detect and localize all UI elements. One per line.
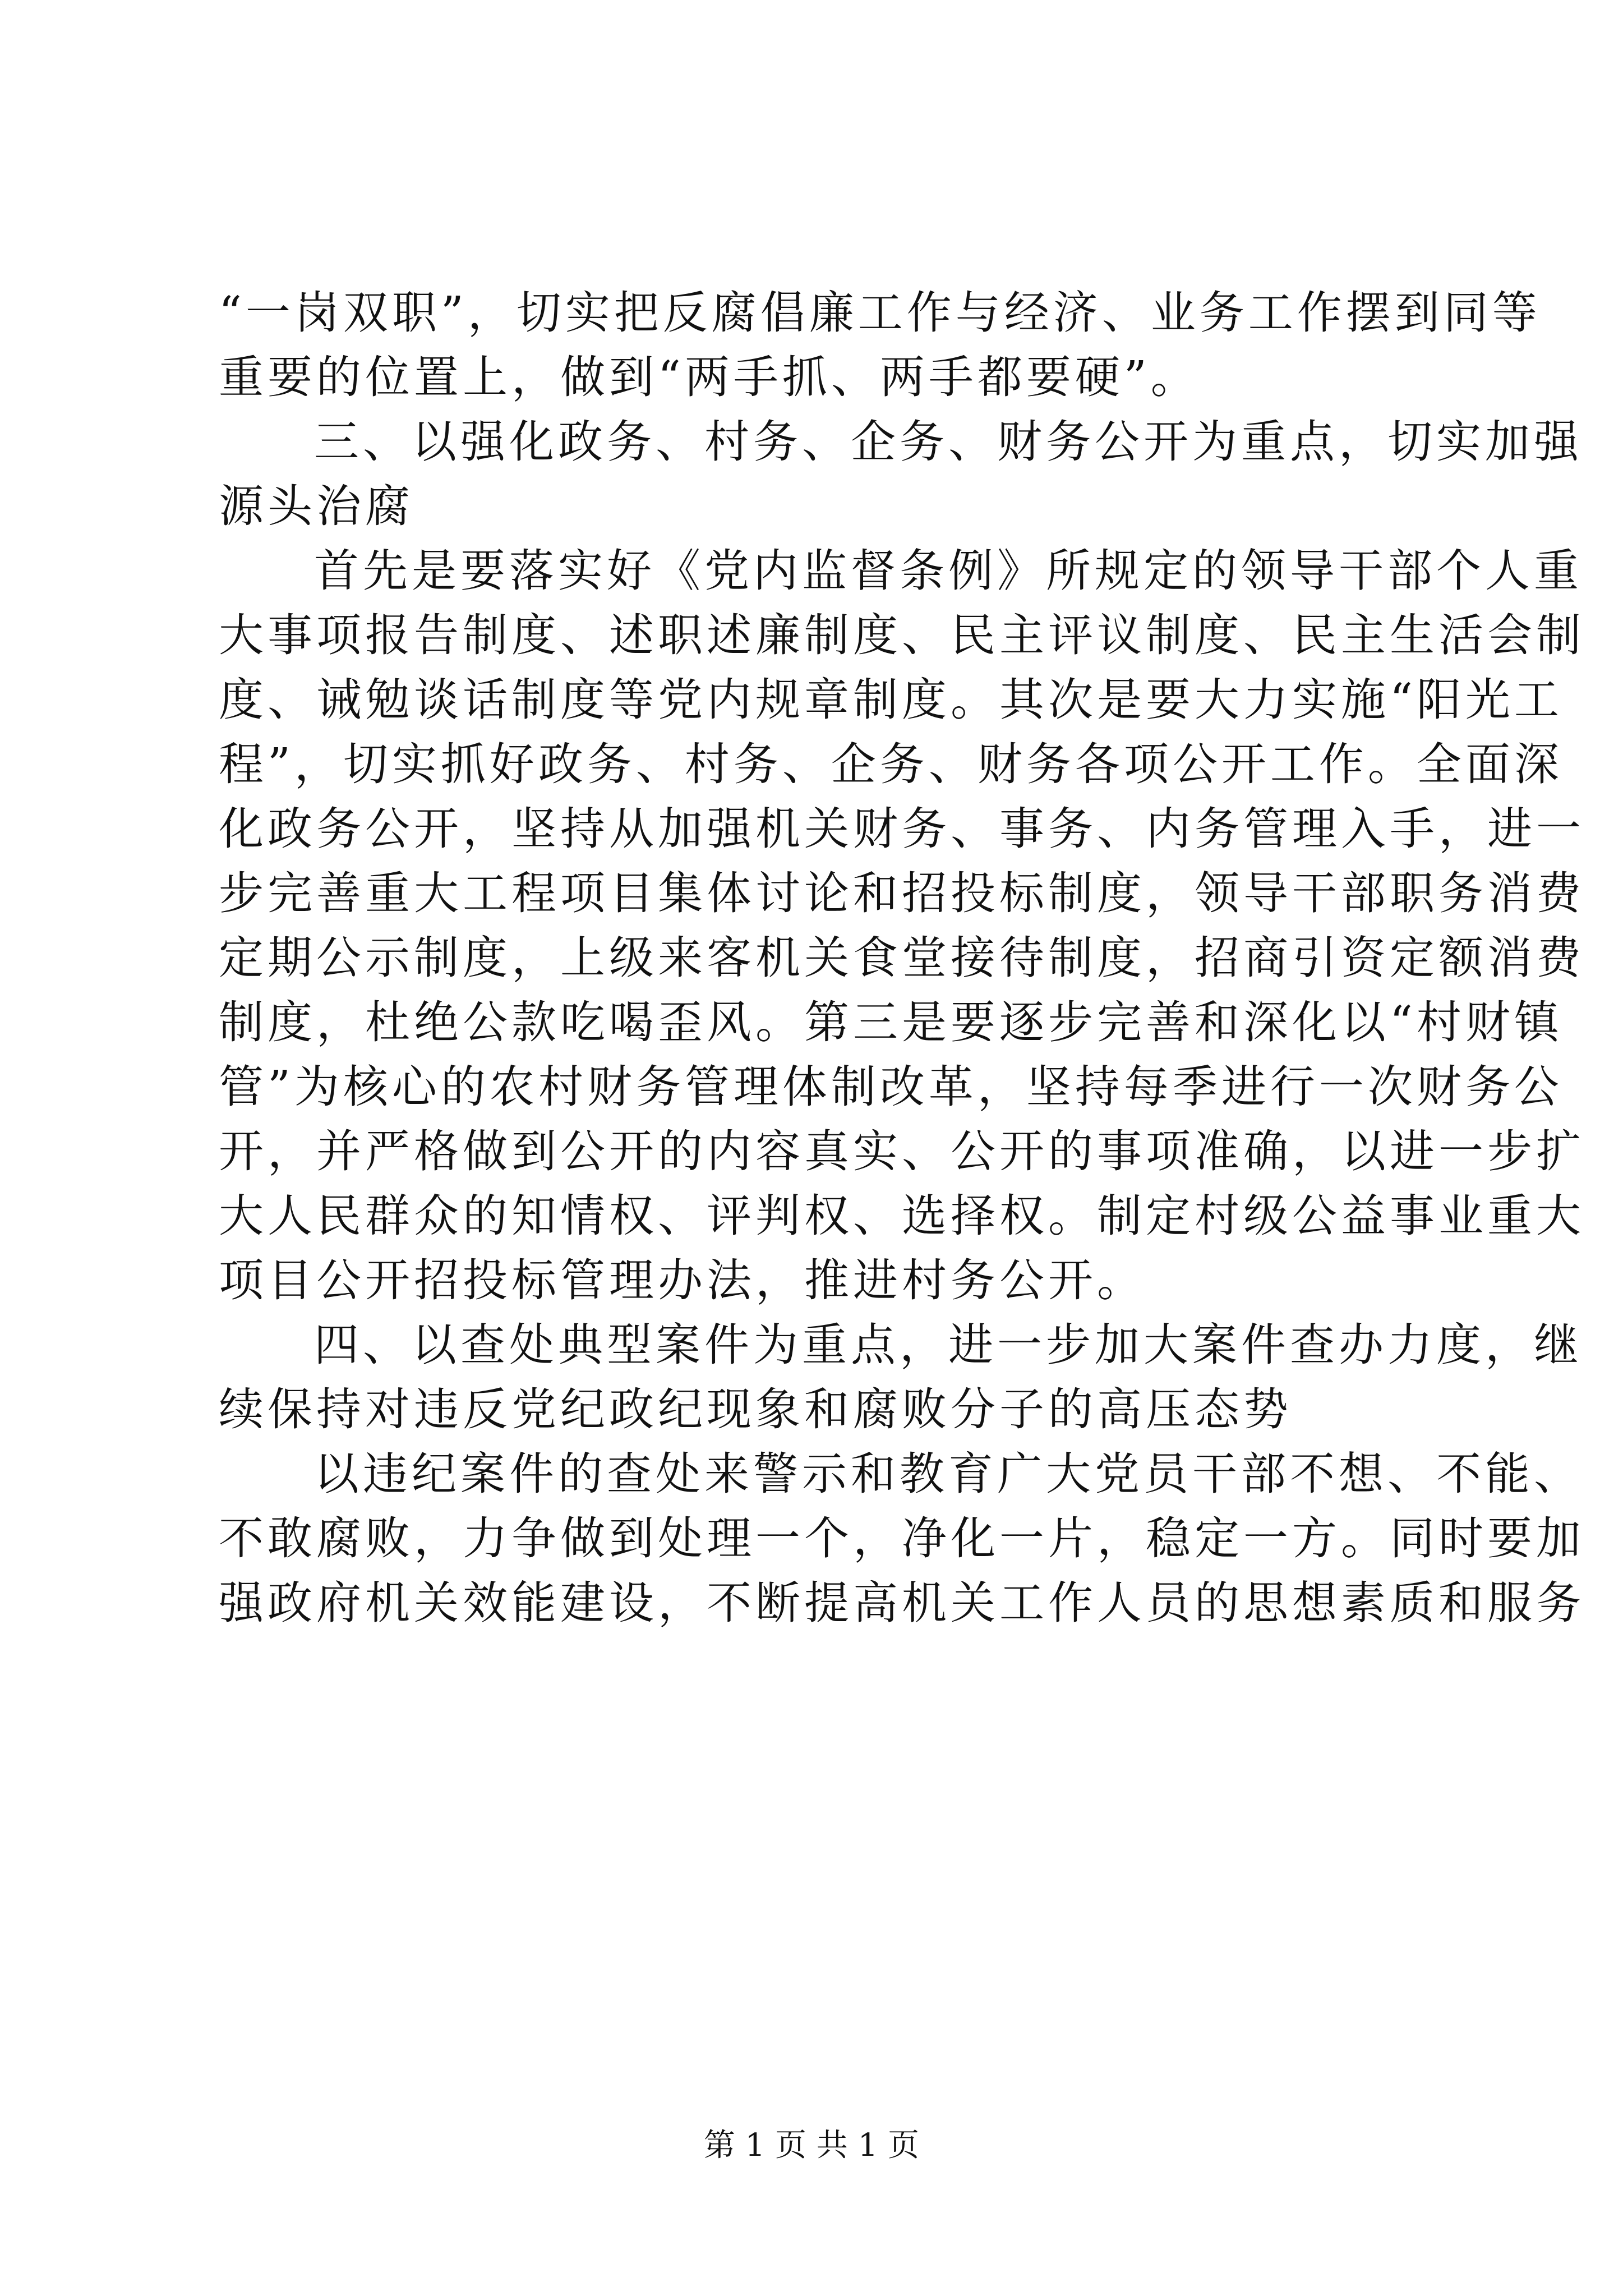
section-heading-line: 续保持对违反党纪政纪现象和腐败分子的高压态势 xyxy=(219,1383,1292,1435)
page-footer: 第 1 页 共 1 页 xyxy=(703,2127,920,2164)
section-heading-line: 四、以查处典型案件为重点，进一步加大案件查办力度，继 xyxy=(314,1319,1583,1371)
text-line: 开，并严格做到公开的内容真实、公开的事项准确，以进一步扩 xyxy=(219,1125,1585,1177)
text-line: 重要的位置上，做到“两手抓、两手都要硬”。 xyxy=(219,351,1200,403)
text-line: 定期公示制度，上级来客机关食堂接待制度，招商引资定额消费 xyxy=(219,932,1585,984)
paragraph-first-line: 首先是要落实好《党内监督条例》所规定的领导干部个人重 xyxy=(314,545,1583,597)
text-line: 强政府机关效能建设，不断提高机关工作人员的思想素质和服务 xyxy=(219,1577,1585,1629)
section-heading-line: 源头治腐 xyxy=(219,480,414,532)
text-line: 管”为核心的农村财务管理体制改革，坚持每季进行一次财务公 xyxy=(219,1061,1563,1113)
section-heading-line: 三、以强化政务、村务、企务、财务公开为重点，切实加强 xyxy=(314,416,1583,468)
text-line: 化政务公开，坚持从加强机关财务、事务、内务管理入手，进一 xyxy=(219,803,1585,855)
text-line: 制度，杜绝公款吃喝歪风。第三是要逐步完善和深化以“村财镇 xyxy=(219,996,1563,1048)
text-line: 项目公开招投标管理办法，推进村务公开。 xyxy=(219,1254,1146,1306)
text-line: “一岗双职”，切实把反腐倡廉工作与经济、业务工作摆到同等 xyxy=(219,287,1541,339)
text-line: 不敢腐败，力争做到处理一个，净化一片，稳定一方。同时要加 xyxy=(219,1512,1585,1565)
text-line: 步完善重大工程项目集体讨论和招投标制度，领导干部职务消费 xyxy=(219,867,1585,919)
text-line: 度、诫勉谈话制度等党内规章制度。其次是要大力实施“阳光工 xyxy=(219,674,1563,726)
text-line: 大事项报告制度、述职述廉制度、民主评议制度、民主生活会制 xyxy=(219,609,1585,661)
text-line: 程”，切实抓好政务、村务、企务、财务各项公开工作。全面深 xyxy=(219,738,1563,790)
text-line: 大人民群众的知情权、评判权、选择权。制定村级公益事业重大 xyxy=(219,1190,1585,1242)
paragraph-first-line: 以违纪案件的查处来警示和教育广大党员干部不想、不能、 xyxy=(314,1448,1583,1500)
document-body xyxy=(219,280,1585,1635)
